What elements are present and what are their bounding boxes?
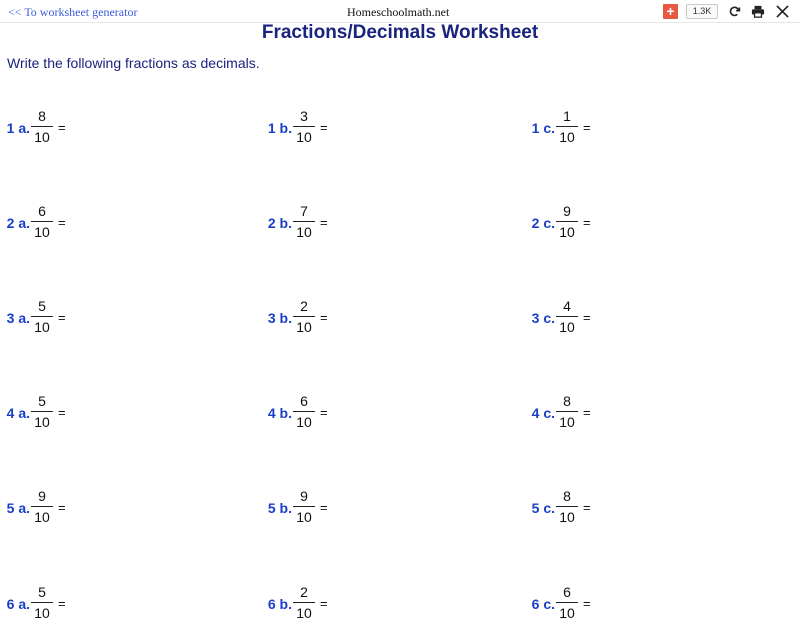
problem-label: 2 c. [531,215,555,231]
problem-label: 5 c. [531,500,555,516]
denominator: 10 [296,414,312,430]
fraction [292,298,316,336]
equals-sign: = [583,120,591,135]
plus-icon[interactable]: + [663,4,678,19]
numerator: 8 [563,488,571,504]
denominator: 10 [34,605,50,621]
numerator: 2 [300,298,308,314]
problem-item [0,108,140,158]
denominator: 10 [559,129,575,145]
fraction [292,488,316,526]
fraction-bar [556,411,578,412]
fraction [555,203,579,241]
problem-item [262,488,402,538]
fraction-bar [556,126,578,127]
fraction-bar [293,316,315,317]
problem-item [0,488,140,538]
numerator: 9 [38,488,46,504]
fraction [555,393,579,431]
problem-label: 4 a. [6,405,30,421]
fraction [30,584,54,622]
fraction-bar [556,602,578,603]
fraction [292,584,316,622]
fraction-bar [293,126,315,127]
problem-item [262,203,402,253]
problem-item [525,488,665,538]
equals-sign: = [58,120,66,135]
share-count-badge: 1.3K [686,4,718,19]
numerator: 5 [38,584,46,600]
equals-sign: = [58,215,66,230]
equals-sign: = [583,596,591,611]
equals-sign: = [583,405,591,420]
denominator: 10 [559,224,575,240]
problem-item [0,298,140,348]
equals-sign: = [320,500,328,515]
numerator: 7 [300,203,308,219]
denominator: 10 [559,605,575,621]
problem-item [262,393,402,443]
fraction-bar [293,506,315,507]
problem-label: 5 b. [267,500,292,516]
problem-item [262,108,402,158]
equals-sign: = [58,500,66,515]
denominator: 10 [34,224,50,240]
equals-sign: = [583,500,591,515]
denominator: 10 [296,605,312,621]
numerator: 2 [300,584,308,600]
denominator: 10 [34,414,50,430]
fraction [30,108,54,146]
numerator: 6 [300,393,308,409]
instructions: Write the following fractions as decimals. [7,55,260,71]
problem-label: 6 b. [267,596,292,612]
fraction [30,488,54,526]
problem-label: 4 c. [531,405,555,421]
fraction [555,488,579,526]
fraction-bar [293,221,315,222]
fraction-bar [31,506,53,507]
fraction [292,108,316,146]
denominator: 10 [296,509,312,525]
equals-sign: = [583,215,591,230]
denominator: 10 [559,319,575,335]
problem-label: 6 c. [531,596,555,612]
problem-label: 4 b. [267,405,292,421]
problem-label: 3 c. [531,310,555,326]
numerator: 9 [563,203,571,219]
back-to-generator-link[interactable]: << To worksheet generator [8,5,138,19]
fraction-bar [31,221,53,222]
problem-label: 1 c. [531,120,555,136]
problem-item [525,584,665,634]
problem-item [525,393,665,443]
problem-item [525,298,665,348]
fraction-bar [556,221,578,222]
denominator: 10 [34,509,50,525]
fraction-bar [556,316,578,317]
problem-label: 1 a. [6,120,30,136]
equals-sign: = [58,596,66,611]
equals-sign: = [320,596,328,611]
problem-label: 2 a. [6,215,30,231]
problem-item [525,203,665,253]
fraction-bar [31,316,53,317]
numerator: 5 [38,298,46,314]
denominator: 10 [559,414,575,430]
equals-sign: = [320,120,328,135]
fraction [30,203,54,241]
problem-label: 1 b. [267,120,292,136]
problem-label: 5 a. [6,500,30,516]
page-title: Fractions/Decimals Worksheet [261,22,539,43]
fraction [292,393,316,431]
numerator: 1 [563,108,571,124]
denominator: 10 [34,319,50,335]
problem-item [262,584,402,634]
equals-sign: = [320,215,328,230]
problem-label: 3 a. [6,310,30,326]
numerator: 4 [563,298,571,314]
problem-item [525,108,665,158]
equals-sign: = [320,405,328,420]
numerator: 3 [300,108,308,124]
numerator: 5 [38,393,46,409]
problem-item [0,393,140,443]
fraction [555,584,579,622]
fraction [555,298,579,336]
equals-sign: = [58,310,66,325]
denominator: 10 [296,129,312,145]
problem-label: 2 b. [267,215,292,231]
numerator: 6 [38,203,46,219]
denominator: 10 [34,129,50,145]
fraction-bar [31,411,53,412]
fraction [292,203,316,241]
problem-item [262,298,402,348]
fraction [30,298,54,336]
numerator: 9 [300,488,308,504]
fraction-bar [31,602,53,603]
problem-item [0,203,140,253]
problem-item [0,584,140,634]
fraction-bar [31,126,53,127]
problem-label: 3 b. [267,310,292,326]
denominator: 10 [559,509,575,525]
fraction [555,108,579,146]
equals-sign: = [320,310,328,325]
problem-label: 6 a. [6,596,30,612]
numerator: 8 [563,393,571,409]
denominator: 10 [296,224,312,240]
denominator: 10 [296,319,312,335]
fraction [30,393,54,431]
equals-sign: = [583,310,591,325]
equals-sign: = [58,405,66,420]
numerator: 8 [38,108,46,124]
fraction-bar [293,602,315,603]
fraction-bar [293,411,315,412]
site-name: Homeschoolmath.net [347,5,450,19]
fraction-bar [556,506,578,507]
numerator: 6 [563,584,571,600]
